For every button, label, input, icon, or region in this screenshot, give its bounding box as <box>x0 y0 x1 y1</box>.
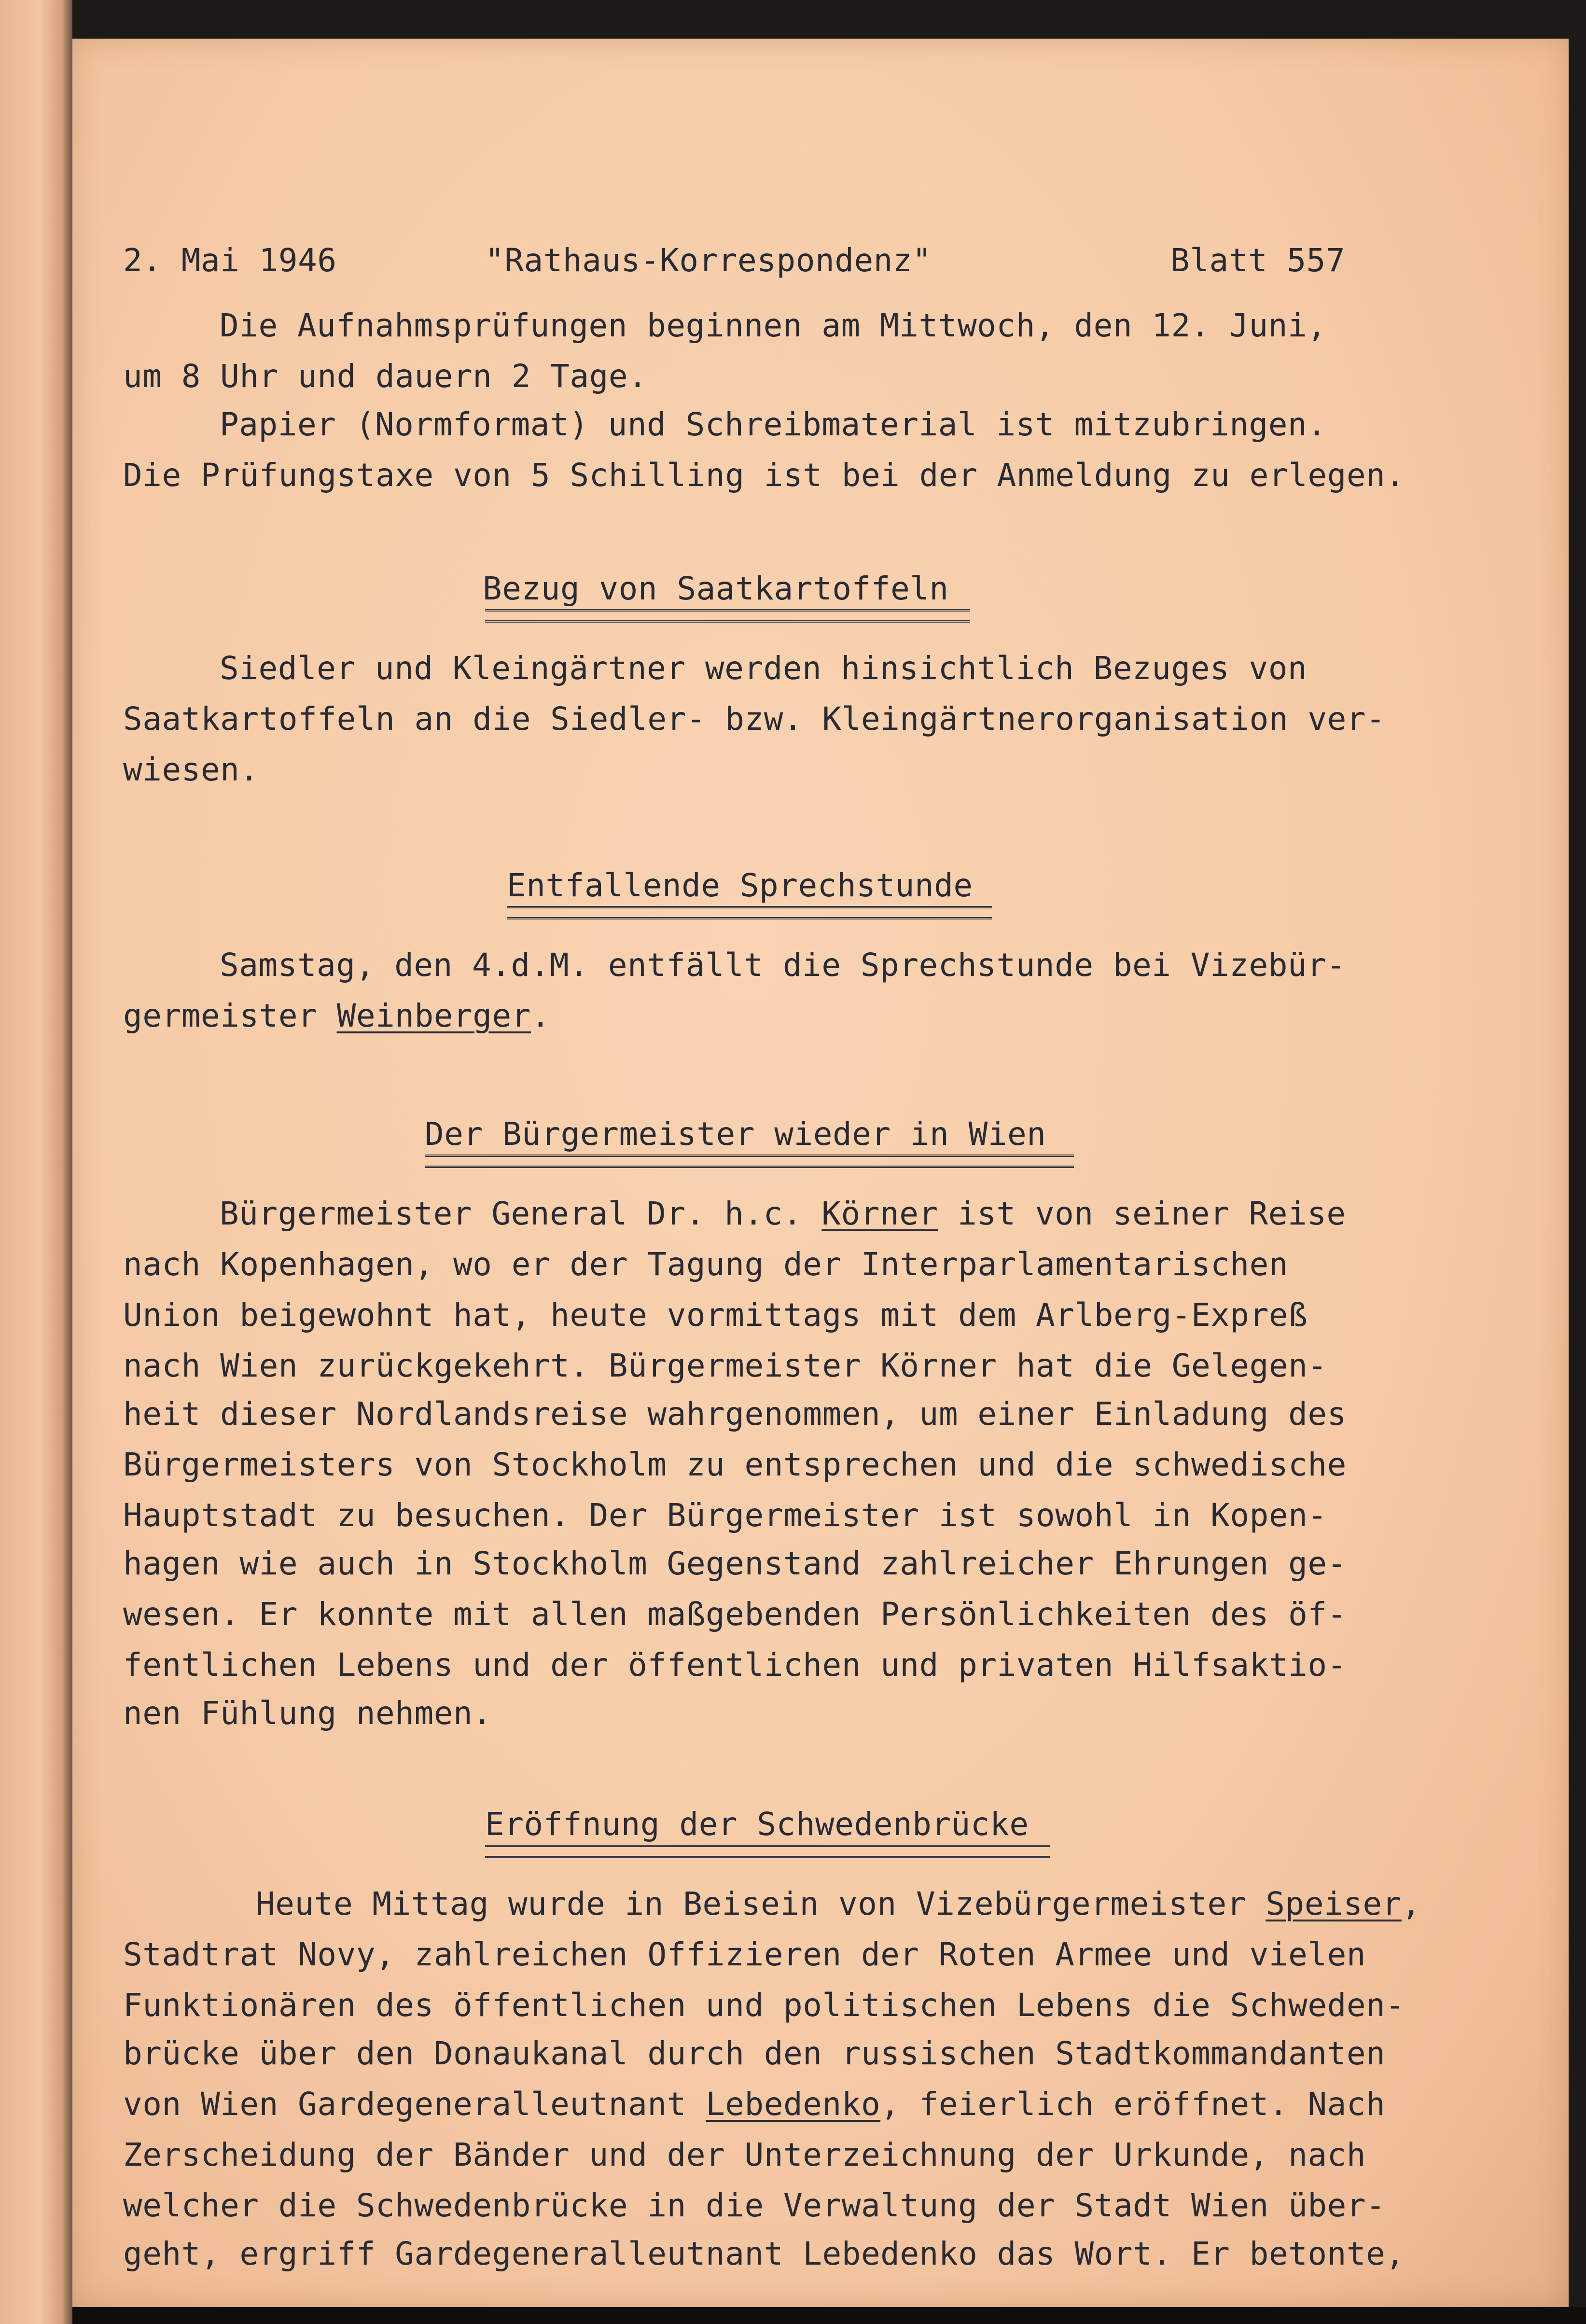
section-line: Zerscheidung der Bänder und der Unterzeichnung der Urkunde, nach <box>123 2136 1366 2173</box>
section-line: brücke über den Donaukanal durch den russischen Stadtkommandanten <box>123 2035 1386 2072</box>
text-fragment: Heute Mittag wurde in Beisein von Vizebürgermeister <box>256 1885 1266 1922</box>
section-line: geht, ergriff Gardegeneralleutnant Lebedenko das Wort. Er betonte, <box>123 2235 1405 2272</box>
section-title-schwedenbruecke: Eröffnung der Schwedenbrücke <box>485 1806 1029 1843</box>
section-title-rule <box>425 1155 1074 1168</box>
section-line: Siedler und Kleingärtner werden hinsichtlich Bezuges von <box>220 650 1308 687</box>
section-line: Stadtrat Novy, zahlreichen Offizieren der Roten Armee und vielen <box>123 1936 1366 1973</box>
section-line: welcher die Schwedenbrücke in die Verwaltung der Stadt Wien über- <box>123 2187 1386 2224</box>
section-line: wesen. Er konnte mit allen maßgebenden Persönlichkeiten des öf- <box>123 1596 1347 1633</box>
section-title-rule <box>507 906 992 919</box>
underlined-name-speiser: Speiser <box>1266 1885 1402 1922</box>
scan-bottom-edge <box>72 2307 1586 2324</box>
section-line: wiesen. <box>123 751 259 788</box>
section-line: nach Wien zurückgekehrt. Bürgermeister Körner hat die Gelegen- <box>123 1347 1327 1384</box>
section-line: heit dieser Nordlandsreise wahrgenommen, um einer Einladung des <box>123 1395 1347 1433</box>
section-line-with-name <box>123 2085 1385 2124</box>
section-title-buergermeister: Der Bürgermeister wieder in Wien <box>425 1115 1046 1153</box>
underlined-name-koerner: Körner <box>821 1195 938 1232</box>
text-fragment: ist von seiner Reise <box>938 1195 1346 1232</box>
intro-line: Die Prüfungstaxe von 5 Schilling ist bei der Anmeldung zu erlegen. <box>123 457 1405 494</box>
intro-line: Papier (Normformat) und Schreibmaterial ist mitzubringen. <box>220 406 1327 443</box>
section-title-rule <box>485 1845 1050 1858</box>
text-fragment: Bürgermeister General Dr. h.c. <box>220 1195 822 1232</box>
text-fragment: , feierlich eröffnet. Nach <box>880 2086 1386 2123</box>
section-line-with-name <box>256 1885 1421 1923</box>
header-publication: "Rathaus-Korrespondenz" <box>485 242 932 279</box>
section-title-rule <box>485 609 970 623</box>
header-date: 2. Mai 1946 <box>123 242 337 279</box>
header-page-number: Blatt 557 <box>1170 242 1346 279</box>
section-line: Hauptstadt zu besuchen. Der Bürgermeister ist sowohl in Kopen- <box>123 1497 1327 1534</box>
text-fragment: . <box>530 997 551 1034</box>
section-line: nen Fühlung nehmen. <box>123 1695 492 1732</box>
text-fragment: germeister <box>123 997 337 1034</box>
section-line: nach Kopenhagen, wo er der Tagung der Interparlamentarischen <box>123 1246 1289 1283</box>
intro-line: Die Aufnahmsprüfungen beginnen am Mittwoch, den 12. Juni, <box>220 307 1327 344</box>
underlined-name-weinberger: Weinberger <box>336 997 531 1034</box>
section-title-saatkartoffeln: Bezug von Saatkartoffeln <box>483 570 949 607</box>
intro-line: um 8 Uhr und dauern 2 Tage. <box>123 358 648 395</box>
section-line: hagen wie auch in Stockholm Gegenstand zahlreicher Ehrungen ge- <box>123 1545 1347 1582</box>
section-line-with-name <box>220 1195 1346 1233</box>
section-line: Samstag, den 4.d.M. entfällt die Sprechstunde bei Vizebür- <box>220 946 1346 984</box>
section-title-sprechstunde: Entfallende Sprechstunde <box>507 867 973 904</box>
section-line-with-name <box>123 997 550 1035</box>
section-line: fentlichen Lebens und der öffentlichen und privaten Hilfsaktio- <box>123 1646 1347 1684</box>
underlined-name-lebedenko: Lebedenko <box>706 2086 881 2123</box>
section-line: Union beigewohnt hat, heute vormittags mit dem Arlberg-Expreß <box>123 1296 1308 1334</box>
section-line: Saatkartoffeln an die Siedler- bzw. Kleingärtnerorganisation ver- <box>123 700 1386 738</box>
text-fragment: von Wien Gardegeneralleutnant <box>123 2086 706 2123</box>
section-line: Bürgermeisters von Stockholm zu entsprechen und die schwedische <box>123 1446 1347 1483</box>
text-fragment: , <box>1401 1885 1421 1922</box>
section-line: Funktionären des öffentlichen und politischen Lebens die Schweden- <box>123 1987 1405 2024</box>
book-binding-edge <box>0 0 72 2324</box>
